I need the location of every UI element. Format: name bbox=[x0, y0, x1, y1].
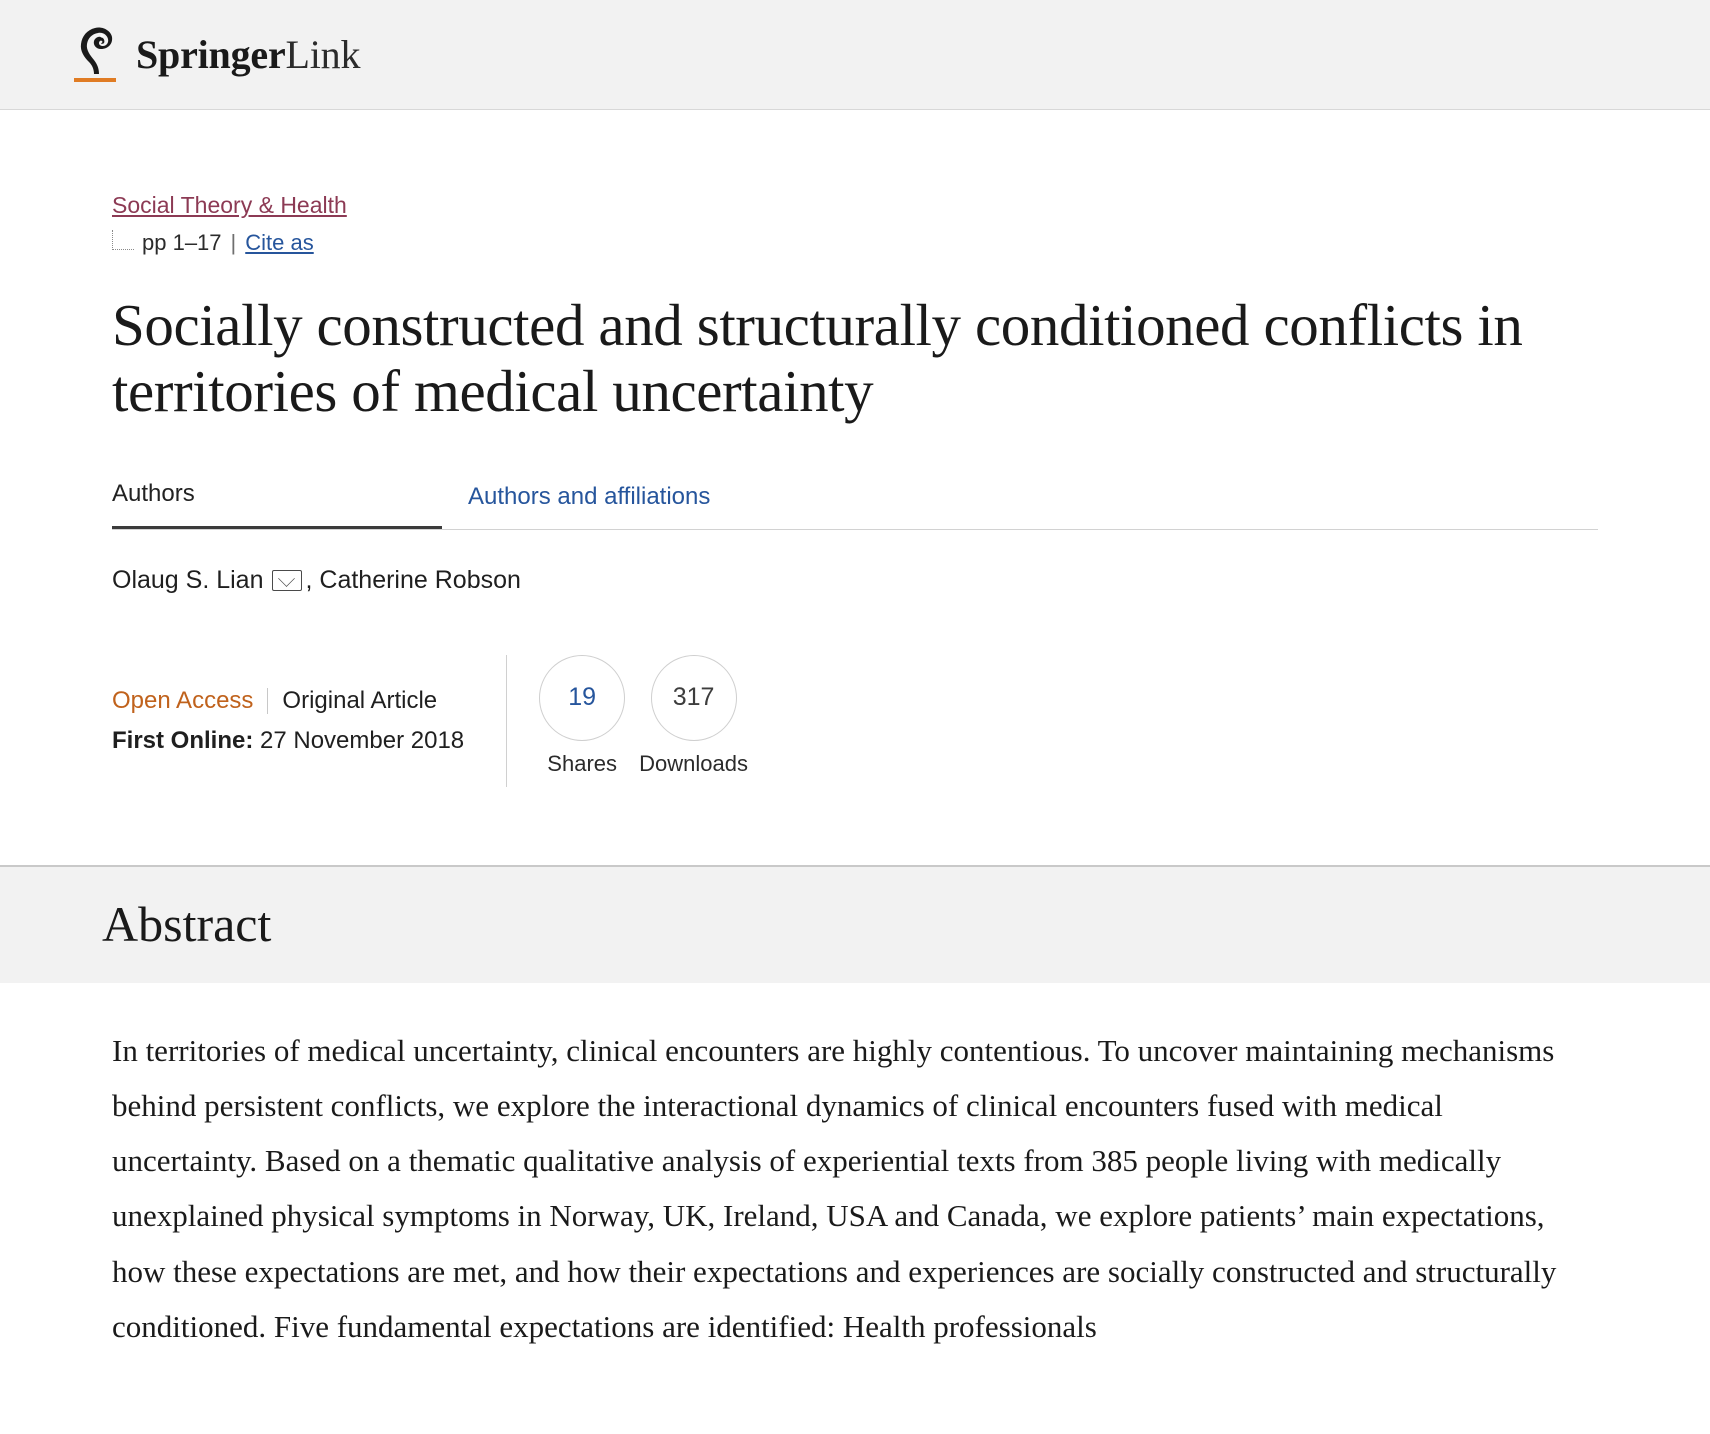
main-content bbox=[0, 110, 1710, 1354]
brand-springer: Springer bbox=[136, 31, 286, 77]
breadcrumb-divider: | bbox=[230, 230, 237, 256]
logo-underline bbox=[74, 78, 116, 82]
brand-wordmark bbox=[136, 31, 361, 77]
envelope-icon[interactable] bbox=[272, 570, 302, 591]
tab-authors[interactable]: Authors bbox=[112, 480, 442, 529]
springer-link-logo[interactable] bbox=[72, 24, 360, 86]
shares-count: 19 bbox=[539, 655, 625, 741]
breadcrumb-journal-link[interactable]: Social Theory & Health bbox=[112, 192, 347, 218]
abstract-text: In territories of medical uncertainty, clinical encounters are highly contentious. To uncover maintaining mechanisms behind persistent conflicts, we explore the interactional dynamics of clinical encounters fused with medical uncertainty. Based on a thematic qualitative analysis of experiential texts from 385 people living with medically unexplained physical symptoms in Norway, UK, Ireland, USA and Canada, we explore patients’ main expectations, how these expectations are met, and how their expectations and experiences are socially constructed and structurally conditioned. Five fundamental expectations are identified: Health professionals bbox=[112, 1032, 1557, 1344]
article-meta-text bbox=[112, 687, 506, 755]
authors-list bbox=[112, 566, 1598, 595]
author-name-rest: , Catherine Robson bbox=[305, 565, 521, 594]
page-title: Socially constructed and structurally conditioned conflicts in territories of medical uncertainty bbox=[112, 291, 1523, 424]
open-access-badge: Open Access bbox=[112, 686, 254, 714]
author-tabs bbox=[112, 480, 1598, 530]
abstract-heading: Abstract bbox=[102, 895, 272, 952]
author-name-primary: Olaug S. Lian bbox=[112, 565, 264, 594]
shares-caption: Shares bbox=[547, 750, 618, 776]
site-header bbox=[0, 0, 1710, 110]
abstract-heading-band bbox=[0, 865, 1710, 983]
first-online-label: First Online: bbox=[112, 726, 254, 754]
article-meta bbox=[112, 655, 1598, 787]
breadcrumb bbox=[112, 110, 1598, 258]
page-range: pp 1–17 bbox=[142, 230, 222, 256]
downloads-count: 317 bbox=[651, 655, 737, 741]
article-type: Original Article bbox=[282, 686, 438, 714]
downloads-caption: Downloads bbox=[639, 750, 748, 776]
springer-horse-logo-icon bbox=[72, 24, 120, 86]
meta-line-type bbox=[112, 687, 464, 715]
article-metrics bbox=[506, 655, 762, 787]
first-online-date: 27 November 2018 bbox=[260, 726, 465, 754]
tab-authors-and-affiliations[interactable]: Authors and affiliations bbox=[468, 483, 710, 529]
meta-divider bbox=[267, 688, 268, 714]
cite-as-link[interactable]: Cite as bbox=[245, 230, 314, 256]
metric-downloads[interactable] bbox=[639, 655, 748, 777]
abstract-section bbox=[0, 1023, 1710, 1354]
meta-line-date bbox=[112, 727, 464, 755]
brand-link: Link bbox=[285, 31, 361, 77]
tree-branch-icon bbox=[112, 230, 134, 250]
metric-shares[interactable] bbox=[539, 655, 625, 777]
breadcrumb-sub bbox=[112, 228, 1598, 258]
